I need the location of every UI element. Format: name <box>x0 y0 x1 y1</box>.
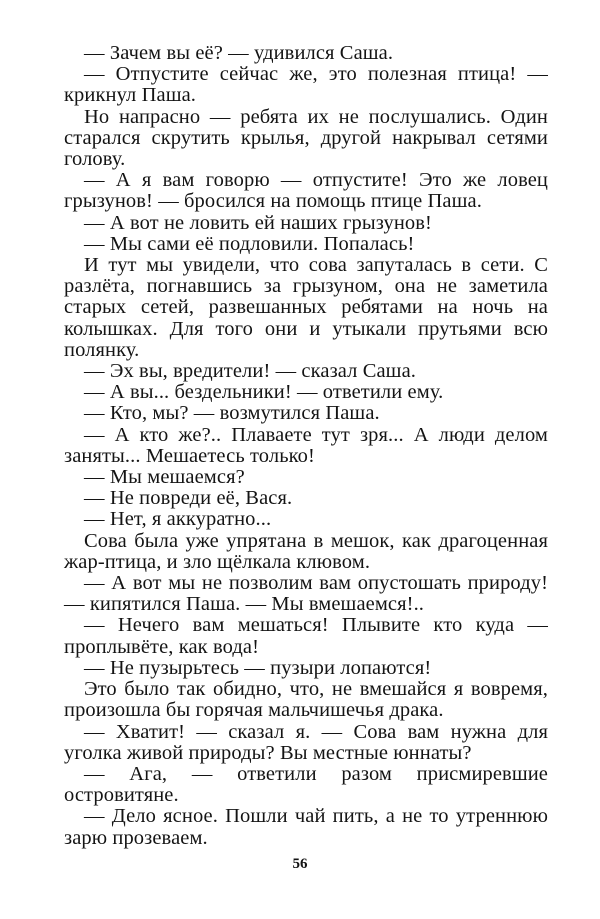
paragraph: И тут мы увидели, что сова запуталась в сети. С разлёта, погнавшись за грызуном, она не заметила старых сетей, развешанных ребятами на ночь на колышках. Для того они и утыкали прутьями всю полянку. <box>64 254 548 361</box>
paragraph: — Мы мешаемся? <box>84 466 245 489</box>
paragraph: — А вот мы не позволим вам опустошать природу! — кипятился Паша. — Мы вмешаемся!.. <box>64 572 548 616</box>
paragraph: — Кто, мы? — возмутился Паша. <box>84 402 380 425</box>
paragraph: Это было так обидно, что, не вмешайся я вовремя, произошла бы горячая мальчишечья драка. <box>64 678 548 722</box>
paragraph: — А я вам говорю — отпустите! Это же ловец грызунов! — бросился на помощь птице Паша. <box>64 169 548 213</box>
paragraph: — Ага, — ответили разом присмиревшие островитяне. <box>64 762 548 807</box>
paragraph: — А вы... бездельники! — ответили ему. <box>84 381 444 404</box>
paragraph: — Эх вы, вредители! — сказал Саша. <box>84 360 416 383</box>
paragraph: Сова была уже упрятана в мешок, как драгоценная жар-птица, и зло щёлкала клювом. <box>64 529 548 573</box>
body-text <box>64 43 548 849</box>
paragraph: — Мы сами её подловили. Попалась! <box>84 232 415 255</box>
paragraph: — Хватит! — сказал я. — Сова вам нужна для уголка живой природы? Вы местные юннаты? <box>64 720 548 764</box>
paragraph: — Нечего вам мешаться! Плывите кто куда — проплывёте, как вода! <box>64 614 548 658</box>
paragraph: — А вот не ловить ей наших грызунов! <box>84 211 432 234</box>
paragraph: — Не повреди её, Вася. <box>84 487 293 510</box>
paragraph: Но напрасно — ребята их не послушались. Один старался скрутить крылья, другой накрывал сетями голову. <box>64 105 548 171</box>
paragraph: — Дело ясное. Пошли чай пить, а не то утреннюю зарю прозеваем. <box>64 805 548 849</box>
paragraph: — Отпустите сейчас же, это полезная птица! — крикнул Паша. <box>64 63 548 107</box>
paragraph: — А кто же?.. Плаваете тут зря... А люди делом заняты... Мешаетесь только! <box>64 423 548 467</box>
paragraph: — Не пузырьтесь — пузыри лопаются! <box>84 656 432 679</box>
paragraph: — Зачем вы её? — удивился Саша. <box>84 42 394 64</box>
paragraph: — Нет, я аккуратно... <box>84 508 272 531</box>
page-number: 56 <box>292 856 308 872</box>
